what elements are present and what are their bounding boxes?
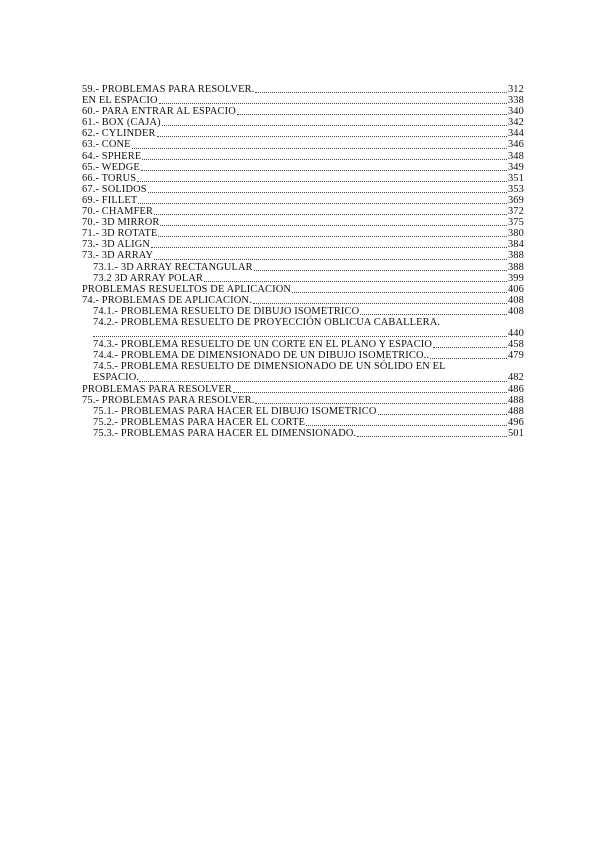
toc-entry-page: 408 <box>507 305 524 317</box>
toc-subentry[interactable] <box>82 339 524 350</box>
toc-entry-label: 74.4.- PROBLEMA DE DIMENSIONADO DE UN DIBUJO ISOMÉTRICO.. <box>93 350 430 362</box>
dot-leader <box>148 192 507 193</box>
toc-entry-label: 70.- CHAMFER <box>82 206 154 218</box>
toc-entry[interactable] <box>82 295 524 306</box>
dot-leader <box>154 214 507 215</box>
toc-entry-page: 348 <box>507 150 524 162</box>
toc-entry-label: 74.2.- PROBLEMA RESUELTO DE PROYECCIÓN OBLICUA CABALLERA. <box>93 316 441 328</box>
toc-entry-page: 384 <box>507 239 524 251</box>
toc-entry-page: 340 <box>507 106 524 118</box>
toc-entry-label: 70.- 3D MIRROR <box>82 217 160 229</box>
toc-entry-label: 74.1.- PROBLEMA RESUELTO DE DIBUJO ISOMÉTRICO <box>93 305 360 317</box>
toc-entry-label: 62.- CYLINDER <box>82 128 156 140</box>
dot-leader <box>306 425 507 426</box>
toc-entry-label: 65.- WEDGE <box>82 161 140 173</box>
dot-leader <box>142 159 507 160</box>
toc-entry-label: PROBLEMAS PARA RESOLVER <box>82 383 232 395</box>
toc-subentry[interactable] <box>82 306 524 317</box>
toc-subentry[interactable] <box>82 350 524 361</box>
dot-leader <box>160 225 507 226</box>
toc-entry-page: 482 <box>507 372 524 384</box>
toc-entry-continuation <box>82 372 524 383</box>
toc-entry-label: 60.- PARA ENTRAR AL ESPACIO <box>82 106 236 118</box>
toc-entry-page: 312 <box>507 84 524 95</box>
dot-leader <box>93 336 507 337</box>
dot-leader <box>237 114 507 115</box>
dot-leader <box>141 170 507 171</box>
toc-entry-page: 380 <box>507 228 524 240</box>
toc-entry-label: 74.- PROBLEMAS DE APLICACIÓN. <box>82 294 252 306</box>
dot-leader <box>159 103 507 104</box>
toc-entry-label: 69.- FILLET <box>82 194 138 206</box>
toc-entry[interactable] <box>82 195 524 206</box>
toc-entry-page: 479 <box>507 350 524 362</box>
toc-entry-label: 67.- SÓLIDOS <box>82 183 147 195</box>
toc-entry-page: 486 <box>507 383 524 395</box>
dot-leader <box>292 292 507 293</box>
toc-entry-label: 61.- BOX (CAJA) <box>82 117 161 129</box>
toc-entry[interactable] <box>82 206 524 217</box>
dot-leader <box>139 381 507 382</box>
toc-entry-page: 338 <box>507 95 524 107</box>
toc-entry-page: 342 <box>507 117 524 129</box>
toc-entry-page: 501 <box>507 427 524 439</box>
toc-subentry[interactable] <box>82 428 524 439</box>
toc-entry[interactable] <box>82 228 524 239</box>
toc-entry-label: 75.- PROBLEMAS PARA RESOLVER. <box>82 394 255 406</box>
dot-leader <box>357 436 507 437</box>
toc-entry-page: 440 <box>507 328 524 340</box>
toc-entry[interactable] <box>82 184 524 195</box>
toc-subentry[interactable] <box>82 273 524 284</box>
toc-entry-page: 406 <box>507 283 524 295</box>
toc-subentry[interactable] <box>82 406 524 417</box>
toc-entry-continuation <box>82 328 524 339</box>
toc-entry-label: 66.- TORUS <box>82 172 137 184</box>
toc-entry-label: 75.1.- PROBLEMAS PARA HACER EL DIBUJO ISOMÉTRICO <box>93 405 377 417</box>
dot-leader <box>157 136 507 137</box>
toc-entry[interactable] <box>82 117 524 128</box>
toc-entry[interactable] <box>82 84 524 95</box>
dot-leader <box>233 392 507 393</box>
toc-entry-page: 349 <box>507 161 524 173</box>
toc-entry-page: 372 <box>507 206 524 218</box>
toc-entry[interactable] <box>82 173 524 184</box>
toc-entry[interactable] <box>82 106 524 117</box>
toc-entry-page: 458 <box>507 339 524 351</box>
toc-entry-label: 73.- 3D ARRAY <box>82 250 154 262</box>
toc-entry[interactable] <box>82 384 524 395</box>
toc-entry[interactable] <box>82 139 524 150</box>
dot-leader <box>151 247 507 248</box>
toc-entry-page: 488 <box>507 405 524 417</box>
dot-leader <box>255 403 506 404</box>
dot-leader <box>132 148 507 149</box>
toc-entry[interactable] <box>82 395 524 406</box>
toc-entry-page: 408 <box>507 294 524 306</box>
toc-entry-label: 75.3.- PROBLEMAS PARA HACER EL DIMENSIONADO. <box>93 427 357 439</box>
dot-leader <box>158 236 507 237</box>
toc-entry-label: PROBLEMAS RESUELTOS DE APLICACIÓN <box>82 283 292 295</box>
toc-entry-page: 496 <box>507 416 524 428</box>
toc-entry-label: 73.2 3D ARRAY POLAR <box>93 272 204 284</box>
toc-entry-label: 71.- 3D ROTATE <box>82 228 158 240</box>
toc-entry-page: 399 <box>507 272 524 284</box>
toc-entry-label: 75.2.- PROBLEMAS PARA HACER EL CORTE <box>93 416 306 428</box>
toc-entry-label: 73.- 3D ALIGN <box>82 239 151 251</box>
dot-leader <box>253 303 507 304</box>
toc-entry[interactable] <box>82 284 524 295</box>
toc-subentry[interactable] <box>82 417 524 428</box>
dot-leader <box>255 92 506 93</box>
toc-entry[interactable] <box>82 128 524 139</box>
toc-entry-label: 74.3.- PROBLEMA RESUELTO DE UN CORTE EN EL PLANO Y ESPACIO <box>93 339 433 351</box>
toc-entry-label: 73.1.- 3D ARRAY RECTANGULAR <box>93 261 253 273</box>
toc-entry-label: EN EL ESPACIO <box>82 95 158 107</box>
dot-leader <box>162 125 507 126</box>
dot-leader <box>254 270 507 271</box>
toc-subentry[interactable] <box>82 317 524 339</box>
toc-entry[interactable] <box>82 217 524 228</box>
toc-entry-page: 388 <box>507 261 524 273</box>
toc-entry-label: 59.- PROBLEMAS PARA RESOLVER. <box>82 84 255 95</box>
dot-leader <box>433 347 507 348</box>
dot-leader <box>154 259 507 260</box>
toc-entry-page: 369 <box>507 194 524 206</box>
dot-leader <box>137 181 507 182</box>
toc-entry-label: 74.5.- PROBLEMA RESUELTO DE DIMENSIONADO DE UN SÓLIDO EN EL <box>93 361 446 373</box>
dot-leader <box>430 358 507 359</box>
toc-entry-page: 488 <box>507 394 524 406</box>
toc-entry[interactable] <box>82 162 524 173</box>
toc-entry[interactable] <box>82 250 524 261</box>
toc-entry-page: 388 <box>507 250 524 262</box>
toc-entry[interactable] <box>82 95 524 106</box>
toc-entry-page: 353 <box>507 183 524 195</box>
toc-entry-page: 344 <box>507 128 524 140</box>
toc-entry-page: 351 <box>507 172 524 184</box>
toc-subentry[interactable] <box>82 262 524 273</box>
toc-entry-label: 63.- CONE <box>82 139 131 151</box>
dot-leader <box>138 203 507 204</box>
dot-leader <box>360 314 507 315</box>
toc-entry[interactable] <box>82 151 524 162</box>
table-of-contents <box>82 84 524 439</box>
toc-entry-label-continued: ESPACIO. <box>93 372 140 384</box>
dot-leader <box>204 281 507 282</box>
dot-leader <box>378 414 507 415</box>
toc-subentry[interactable] <box>82 361 524 383</box>
toc-entry[interactable] <box>82 239 524 250</box>
toc-entry-page: 346 <box>507 139 524 151</box>
toc-entry-label: 64.- SPHERE <box>82 150 142 162</box>
toc-entry-page: 375 <box>507 217 524 229</box>
